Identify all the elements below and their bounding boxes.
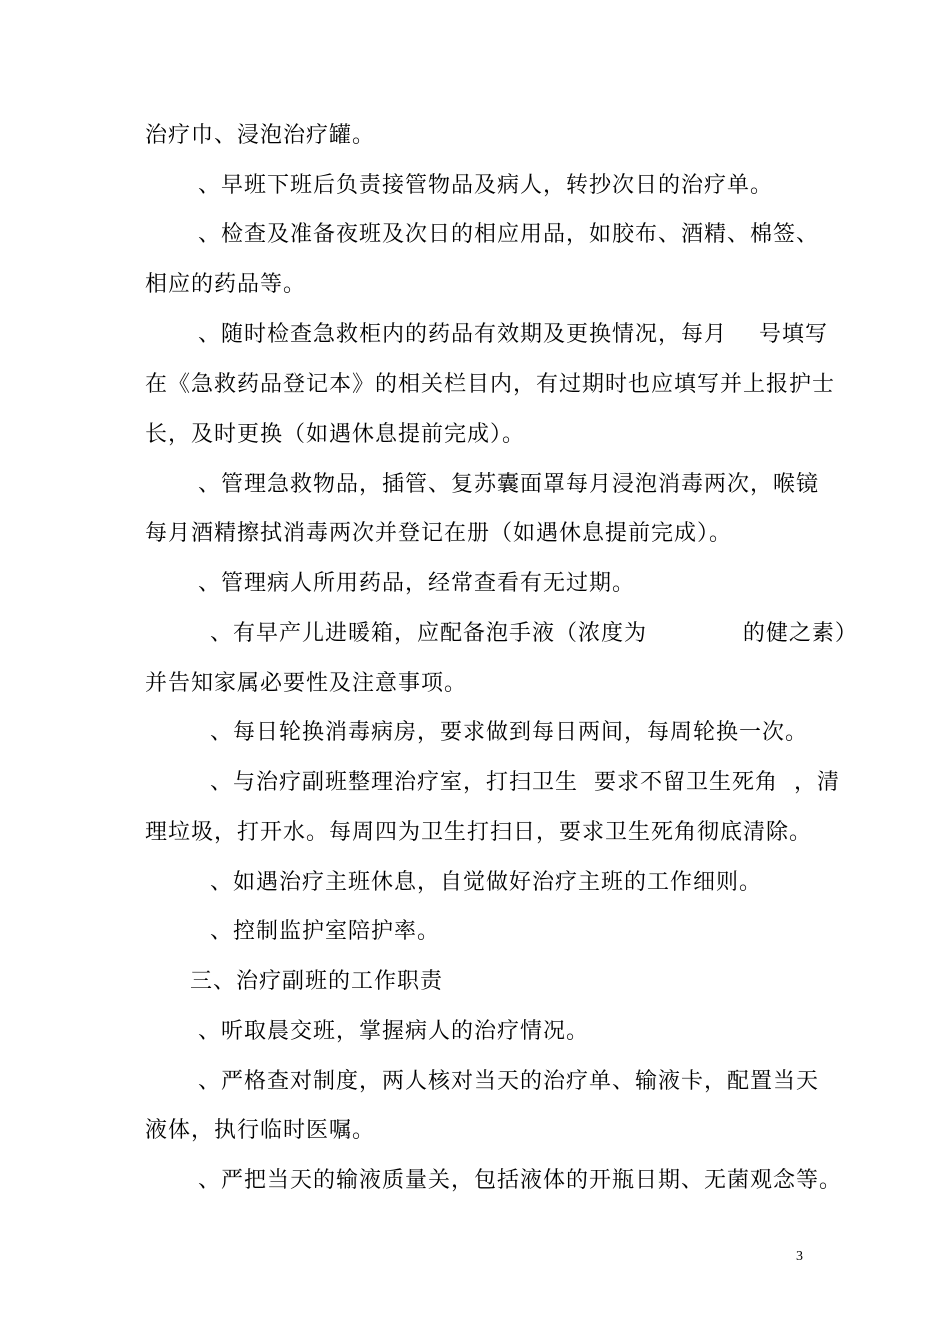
text-line: 理垃圾，打开水。每周四为卫生打扫日，要求卫生死角彻底清除。 xyxy=(145,820,813,845)
text-line: 相应的药品等。 xyxy=(145,272,307,297)
text-line: 并告知家属必要性及注意事项。 xyxy=(145,671,468,696)
text-line: 在《急救药品登记本》的相关栏目内，有过期时也应填写并上报护士 xyxy=(145,372,836,397)
text-line: 、听取晨交班，掌握病人的治疗情况。 xyxy=(198,1019,590,1044)
text-line: 、严把当天的输液质量关，包括液体的开瓶日期、无菌观念等。 xyxy=(198,1168,843,1193)
text-line: 、严格查对制度，两人核对当天的治疗单、输液卡，配置当天 xyxy=(198,1069,820,1094)
text-line: 每月酒精擦拭消毒两次并登记在册（如遇休息提前完成）。 xyxy=(145,521,733,546)
text-line: 治疗巾、浸泡治疗罐。 xyxy=(145,123,376,148)
text-line: 、检查及准备夜班及次日的相应用品，如胶布、酒精、棉签、 xyxy=(198,222,820,247)
text-line: 、控制监护室陪护率。 xyxy=(210,919,441,944)
text-line: 、管理急救物品，插管、复苏囊面罩每月浸泡消毒两次，喉镜 xyxy=(198,472,820,497)
page-number: 3 xyxy=(796,1249,803,1264)
text-line: 、管理病人所用药品，经常查看有无过期。 xyxy=(198,571,636,596)
text-line: 长，及时更换（如遇休息提前完成）。 xyxy=(145,422,526,447)
text-line: 、与治疗副班整理治疗室，打扫卫生 要求不留卫生死角 ，清 xyxy=(210,770,840,795)
text-line: 、每日轮换消毒病房，要求做到每日两间，每周轮换一次。 xyxy=(210,720,809,745)
text-line: 液体，执行临时医嘱。 xyxy=(145,1118,376,1143)
text-line: 、早班下班后负责接管物品及病人，转抄次日的治疗单。 xyxy=(198,173,774,198)
section-heading: 三、治疗副班的工作职责 xyxy=(190,969,444,994)
text-line: 、如遇治疗主班休息，自觉做好治疗主班的工作细则。 xyxy=(210,870,763,895)
text-line: 、有早产儿进暖箱，应配备泡手液（浓度为 的健之素） xyxy=(210,621,858,646)
text-line: 、随时检查急救柜内的药品有效期及更换情况，每月 号填写 xyxy=(198,322,828,347)
